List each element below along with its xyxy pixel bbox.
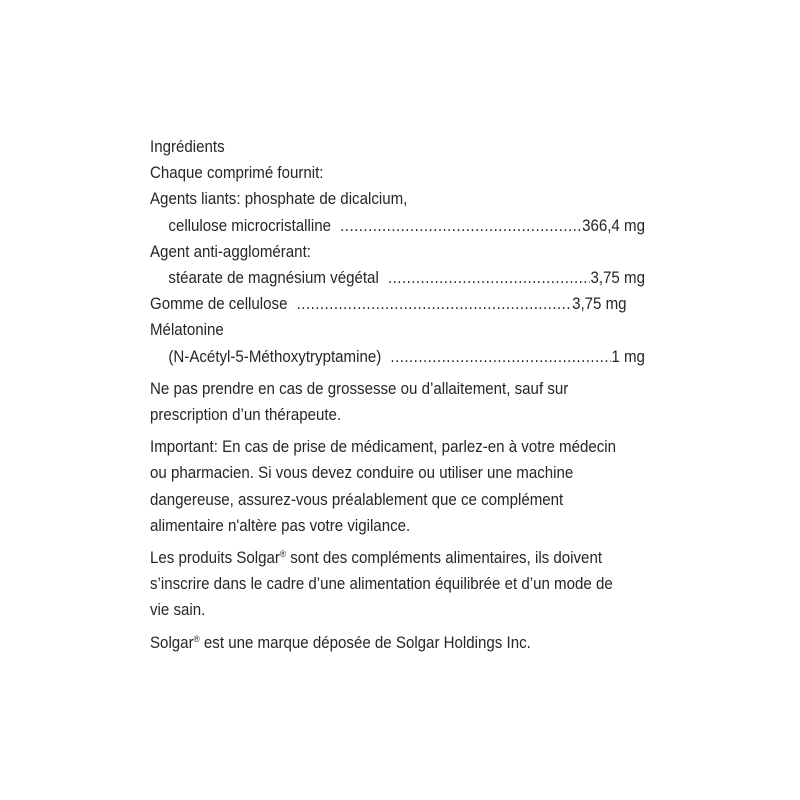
products-prefix: Les produits Solgar [150,549,280,568]
ingredients-heading: Ingrédients [150,138,225,156]
ingredient-name: (N-Acétyl-5-Méthoxytryptamine) [168,347,382,366]
serving-intro: Chaque comprimé fournit: [150,164,324,183]
ingredient-amount: 3,75 mg [590,269,645,288]
trademark-suffix: est une marque déposée de Solgar Holdings Inc. [199,633,531,652]
products-suffix: sont des compléments alimentaires, ils doivent s’inscrire dans le cadre d’une alimentation équilibrée et d’un mode de vie sain. [150,549,613,620]
ingredient-name: stéarate de magnésium végétal [168,269,379,288]
trademark-notice [150,630,627,656]
ingredient-row-anticaking [150,265,645,291]
binders-title: Agents liants: phosphate de dicalcium, [150,190,408,209]
dot-leader [340,213,581,239]
registered-mark: ® [193,633,200,644]
registered-mark: ® [279,549,287,560]
ingredient-amount: 3,75 mg [572,295,627,314]
ingredients-label [150,134,645,656]
ingredient-name: cellulose microcristalline [168,216,331,235]
anticaking-title: Agent anti-agglomérant: [150,242,311,261]
dot-leader [388,265,590,291]
trademark-brand: Solgar [150,633,194,652]
pregnancy-warning: Ne pas prendre en cas de grossesse ou d’allaitement, sauf sur prescription d’un thérapeute. [150,379,569,425]
melatonin-title: Mélatonine [150,321,224,340]
products-statement [150,545,627,624]
ingredient-amount: 366,4 mg [582,216,645,235]
dot-leader [297,291,571,317]
ingredient-name: Gomme de cellulose [150,295,288,314]
ingredient-row-melatonin [150,344,645,370]
important-notice: Important: En cas de prise de médicament, parlez-en à votre médecin ou pharmacien. Si vous devez conduire ou utiliser une machine dangereuse, assurez-vous préalablement que ce complément alimentaire n'altère pas votre vigilance. [150,438,617,535]
ingredient-row-binders [150,213,645,239]
ingredient-amount: 1 mg [611,347,645,366]
dot-leader [390,344,610,370]
ingredient-row-gum [150,291,627,317]
